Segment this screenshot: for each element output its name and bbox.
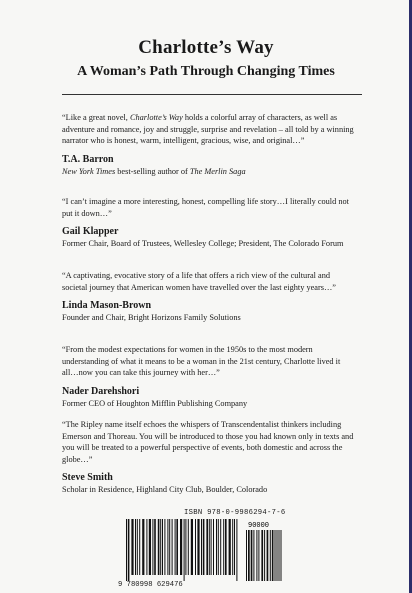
barcode-bar — [201, 519, 202, 575]
blurb-quote: “A captivating, evocative story of a life that offers a rich view of the cultural and societal journey that American women have travelled over the last eighty years…” — [62, 271, 336, 292]
barcode-bars — [118, 519, 286, 581]
blurb-author: Steve Smith — [62, 472, 113, 484]
barcode-bar — [197, 519, 199, 575]
barcode-bar — [195, 519, 196, 575]
blurb-affiliation: Former CEO of Houghton Mifflin Publishing Company — [62, 398, 248, 408]
blurb-darehshori — [62, 344, 356, 409]
barcode-bar — [211, 519, 212, 575]
affil-book-title: The Merlin Saga — [189, 166, 246, 176]
book-subtitle: A Woman’s Path Through Changing Times — [77, 64, 335, 79]
barcode-bar — [191, 519, 193, 575]
title-divider — [62, 94, 362, 95]
barcode-bar — [131, 519, 133, 575]
barcode-bar — [180, 519, 182, 575]
barcode-bar — [246, 530, 247, 581]
barcode-bar — [164, 519, 165, 575]
quote-text: “Like a great novel, — [62, 113, 130, 122]
barcode-bar — [158, 519, 160, 575]
blurb-author: Nader Darehshori — [62, 385, 140, 397]
blurb-mason-brown — [62, 270, 356, 323]
barcode-bar — [275, 530, 276, 581]
barcode-bar — [162, 519, 163, 575]
barcode-bar — [281, 530, 282, 581]
barcode-bar — [213, 519, 214, 575]
barcode-bar — [267, 530, 269, 581]
quote-text: holds a colorful array of characters, as well as adventure and romance, joy and struggle, surprise and revelation – all told by a winning narrator who is honest, warm, intelligent, gracious, wise, and original…” — [62, 113, 354, 146]
barcode-bar — [142, 519, 144, 575]
isbn-barcode — [118, 509, 286, 589]
blurb-klapper — [62, 196, 356, 249]
barcode-bar — [188, 519, 189, 575]
barcode-bar — [261, 530, 263, 581]
blurb-affiliation: Founder and Chair, Bright Horizons Family Solutions — [62, 313, 241, 323]
isbn-label: ISBN 978-0-9986294-7-6 — [184, 509, 286, 517]
blurb-quote: “The Ripley name itself echoes the whispers of Transcendentalist thinkers including Emerson and Thoreau. You will be introduced to those you had known only in texts and you will be treated to a powerful perspective of events, both domestic and across the globe…” — [62, 420, 354, 464]
barcode-bar — [218, 519, 219, 575]
barcode-bar — [135, 519, 136, 575]
barcode-bar — [146, 519, 147, 575]
blurb-author: Gail Klapper — [62, 226, 119, 238]
barcode-bar — [175, 519, 176, 575]
barcode-bar — [203, 519, 205, 575]
barcode-bar — [184, 519, 185, 581]
barcode-bar — [139, 519, 140, 575]
barcode-bar — [277, 530, 278, 581]
barcode-bar — [248, 530, 250, 581]
barcode-bar — [152, 519, 153, 575]
blurb-smith — [62, 419, 356, 495]
barcode-bar — [229, 519, 231, 575]
affil-text: best-selling author of — [115, 166, 190, 176]
barcode-bar — [185, 519, 186, 575]
barcode-bar — [160, 519, 161, 575]
barcode-bar — [126, 519, 127, 581]
blurb-quote: “From the modest expectations for women in the 1950s to the most modern understanding of what it means to be a woman in the 21st century, Charlotte lived it all…now you can take this journey with her…” — [62, 345, 341, 378]
barcode-bar — [149, 519, 151, 575]
quote-book-title: Charlotte’s Way — [129, 113, 183, 122]
barcode-bar — [220, 519, 221, 575]
barcode-bar — [216, 519, 217, 575]
barcode-bar — [258, 530, 259, 581]
barcode-bar — [209, 519, 210, 575]
ean-number: 9 780998 629476 — [118, 581, 183, 589]
barcode-bar — [223, 519, 224, 575]
barcode-bar — [256, 530, 257, 581]
blurb-quote — [62, 112, 356, 147]
blurb-author: Linda Mason-Brown — [62, 300, 152, 312]
barcode-bar — [169, 519, 170, 575]
barcode-bar — [137, 519, 138, 575]
blurb-affiliation: Scholar in Residence, Highland City Club, Boulder, Colorado — [62, 485, 268, 495]
barcode-bar — [176, 519, 178, 575]
blurb-affiliation: Former Chair, Board of Trustees, Wellesley College; President, The Colorado Forum — [62, 239, 344, 249]
barcode-bar — [234, 519, 235, 575]
blurb-author: T.A. Barron — [62, 153, 114, 165]
blurb-affiliation — [62, 166, 356, 177]
affil-publication: New York Times — [62, 166, 116, 176]
barcode-bar — [154, 519, 156, 575]
barcode-bar — [225, 519, 227, 575]
blurb-quote: “I can’t imagine a more interesting, honest, compelling life story…I literally could not put it down…” — [62, 197, 349, 218]
barcode-bar — [270, 530, 271, 581]
barcode-bar — [236, 519, 237, 581]
barcode-bar — [279, 530, 280, 581]
barcode-bar — [206, 519, 208, 575]
price-code: 90000 — [248, 522, 270, 530]
barcode-bar — [253, 530, 254, 581]
barcode-bar — [264, 530, 265, 581]
barcode-bar — [172, 519, 173, 575]
blurb-barron — [62, 112, 356, 177]
barcode-bar — [232, 519, 233, 575]
barcode-bar — [167, 519, 168, 575]
barcode-bar — [251, 530, 253, 581]
book-title: Charlotte’s Way — [138, 37, 274, 58]
barcode-bar — [128, 519, 130, 581]
barcode-bar — [272, 530, 274, 581]
